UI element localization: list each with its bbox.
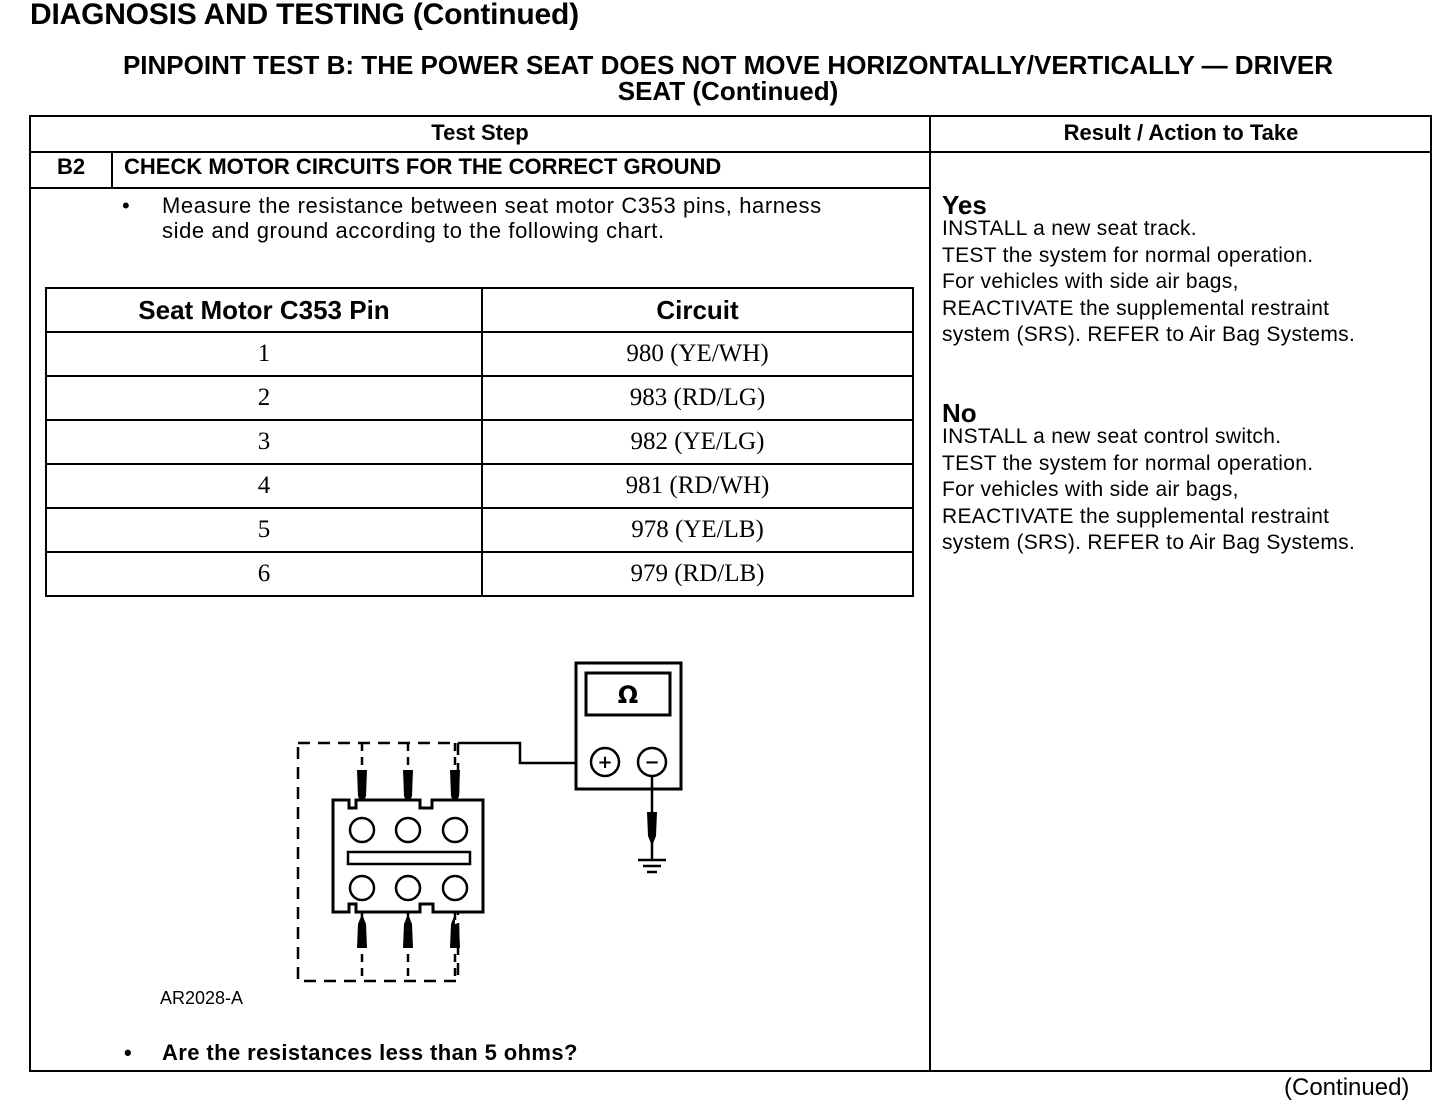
page-title: DIAGNOSIS AND TESTING (Continued) (30, 0, 579, 31)
no-action-line: TEST the system for normal operation. (942, 451, 1314, 475)
connector-key-slot (348, 852, 470, 864)
pin-circuit-table (45, 287, 914, 597)
table-row (46, 376, 913, 420)
instruction-text (162, 193, 912, 243)
continued-footer: (Continued) (1284, 1074, 1410, 1101)
pin-cell: 6 (46, 552, 482, 596)
yes-action-line: INSTALL a new seat track. (942, 217, 1197, 240)
circuit-cell: 982 (YE/LG) (482, 420, 913, 464)
question-text: Are the resistances less than 5 ohms? (162, 1040, 578, 1065)
figure-id: AR2028-A (160, 988, 244, 1008)
positive-lead-wire (458, 743, 591, 763)
no-action-line: INSTALL a new seat control switch. (942, 425, 1282, 448)
instruction-line-1: Measure the resistance between seat motor C353 pins, harness (162, 193, 822, 218)
test-step-header: Test Step (431, 120, 529, 145)
table-row (46, 420, 913, 464)
result-header: Result / Action to Take (1063, 120, 1299, 145)
pin-cell: 5 (46, 508, 482, 552)
yes-action-line: TEST the system for normal operation. (942, 243, 1314, 267)
step-title: CHECK MOTOR CIRCUITS FOR THE CORRECT GROUND (124, 154, 722, 179)
instruction-line-2: side and ground according to the following chart. (162, 218, 665, 243)
yes-action-line: REACTIVATE the supplemental restraint (942, 296, 1330, 320)
circuit-cell: 979 (RD/LB) (482, 552, 913, 596)
table-row (46, 332, 913, 376)
subtitle-line-1: PINPOINT TEST B: THE POWER SEAT DOES NOT MOVE HORIZONTALLY/VERTICALLY — DRIVER (122, 50, 1334, 80)
no-actions (942, 424, 1355, 557)
pin-column-header: Seat Motor C353 Pin (46, 288, 482, 332)
no-action-line: REACTIVATE the supplemental restraint (942, 504, 1330, 528)
subtitle-line-2: SEAT (Continued) (617, 76, 839, 106)
step-id-divider (111, 151, 113, 187)
ground-icon (638, 860, 666, 872)
minus-sign: − (644, 752, 660, 773)
circuit-cell: 981 (RD/WH) (482, 464, 913, 508)
pin-table-header-row (46, 288, 913, 332)
pin-cell: 2 (46, 376, 482, 420)
bullet-marker: • (122, 193, 130, 218)
step-title-rule (29, 187, 930, 189)
yes-actions (942, 216, 1355, 349)
circuit-cell: 983 (RD/LG) (482, 376, 913, 420)
no-heading: No (942, 398, 977, 428)
column-divider (929, 115, 931, 1072)
pin-cell: 4 (46, 464, 482, 508)
ohm-symbol: Ω (617, 681, 639, 709)
table-row (46, 464, 913, 508)
table-row (46, 508, 913, 552)
yes-action-line: system (SRS). REFER to Air Bag Systems. (942, 323, 1356, 346)
circuit-column-header: Circuit (482, 288, 913, 332)
pinpoint-test-title (40, 52, 1416, 104)
circuit-cell: 980 (YE/WH) (482, 332, 913, 376)
yes-heading: Yes (942, 190, 987, 220)
step-id: B2 (56, 154, 86, 179)
plus-sign: + (597, 752, 613, 773)
no-action-line: system (SRS). REFER to Air Bag Systems. (942, 531, 1356, 554)
ground-probe-tip (647, 812, 657, 846)
no-action-line: For vehicles with side air bags, (942, 478, 1239, 501)
table-row (46, 552, 913, 596)
ohmmeter-connector-diagram (280, 650, 700, 995)
circuit-cell: 978 (YE/LB) (482, 508, 913, 552)
yes-action-line: For vehicles with side air bags, (942, 270, 1239, 293)
question-bullet: • (124, 1040, 132, 1065)
pin-cell: 1 (46, 332, 482, 376)
header-rule (29, 151, 1432, 153)
pin-cell: 3 (46, 420, 482, 464)
